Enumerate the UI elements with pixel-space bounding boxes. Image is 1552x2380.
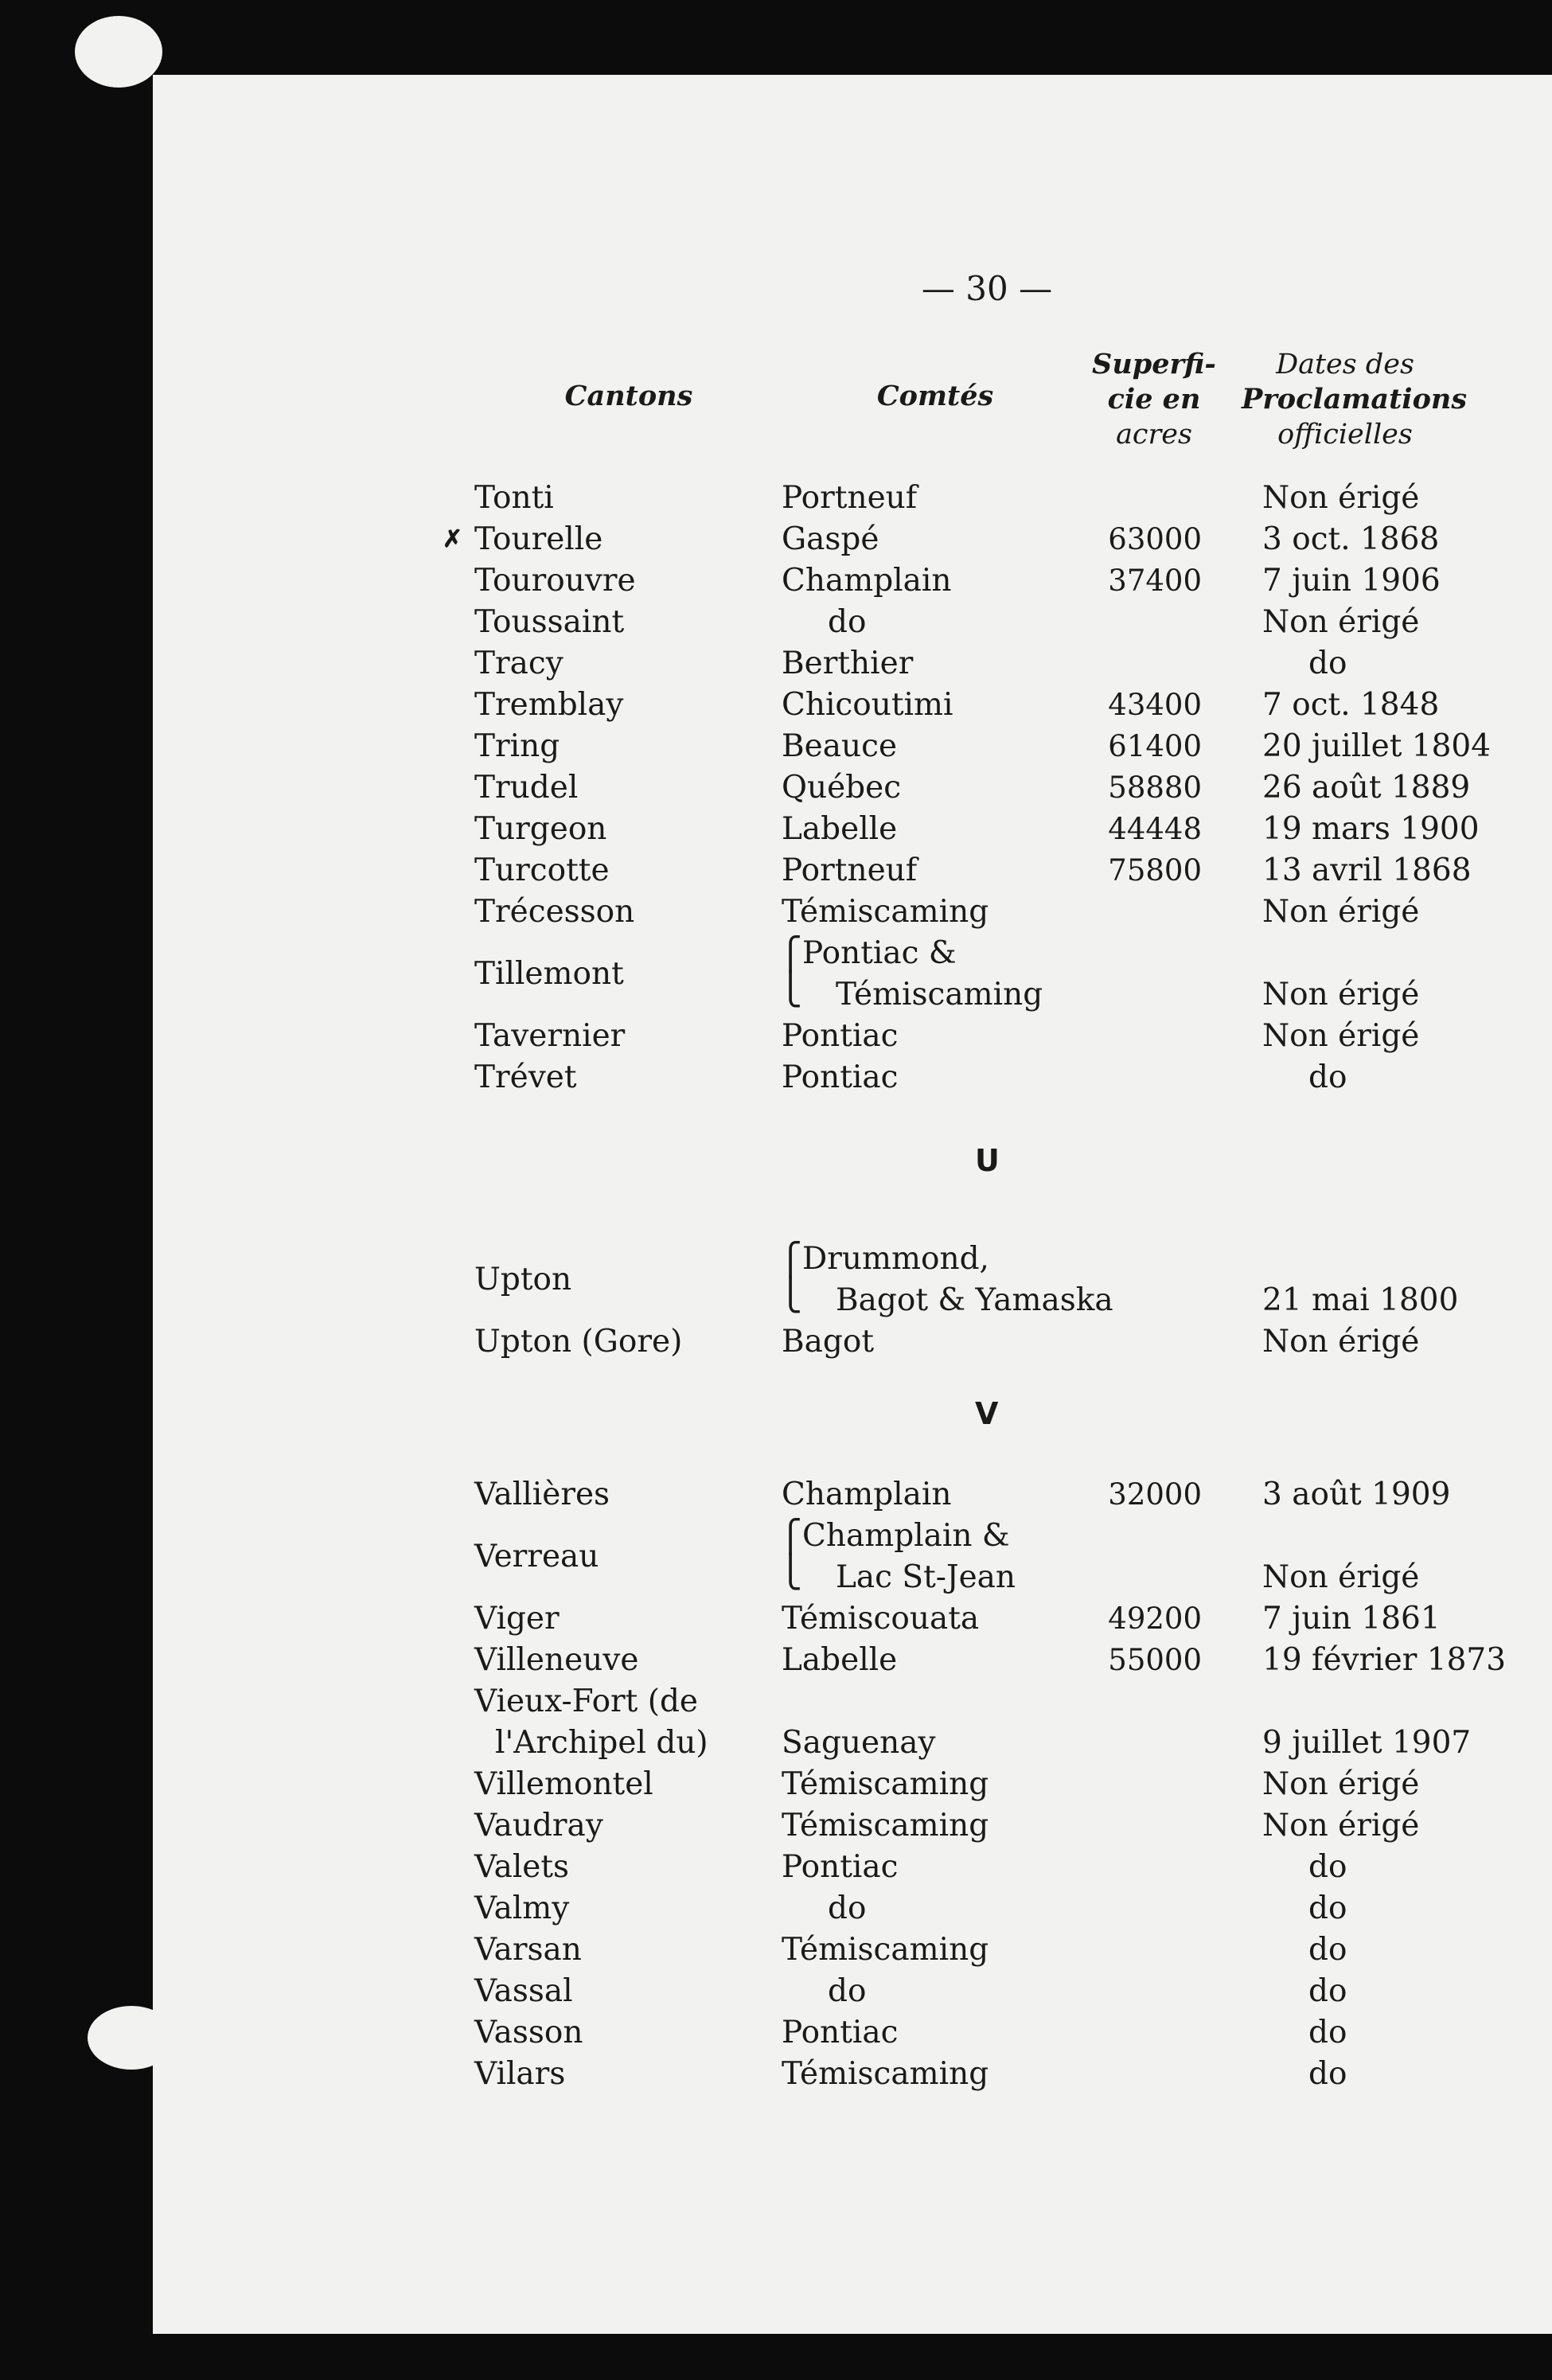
- canton-name: Upton (Gore): [474, 1324, 683, 1360]
- canton-name: Tring: [474, 728, 560, 764]
- proclamation-date: do: [1308, 2015, 1347, 2050]
- proclamation-date: do: [1308, 1059, 1347, 1095]
- comte-name: do: [828, 1890, 867, 1926]
- comte-name: Bagot & Yamaska: [836, 1282, 1113, 1318]
- comte-name: Chicoutimi: [782, 687, 953, 723]
- superficie-value: 32000: [1108, 1477, 1202, 1512]
- proclamation-date: Non érigé: [1262, 480, 1420, 516]
- canton-name: Tonti: [474, 480, 554, 516]
- comte-name: Champlain: [782, 1477, 952, 1512]
- comte-name: Saguenay: [782, 1725, 936, 1761]
- brace-icon: ⎩: [778, 1277, 802, 1313]
- comte-name: Bagot: [782, 1324, 875, 1360]
- canton-name: Trudel: [474, 770, 579, 806]
- comte-name: Gaspé: [782, 521, 879, 557]
- comte-name: Témiscaming: [836, 977, 1043, 1012]
- proclamation-date: Non érigé: [1262, 1766, 1420, 1802]
- canton-name: Villemontel: [474, 1766, 653, 1802]
- canton-name: Viger: [474, 1601, 560, 1637]
- superficie-value: 44448: [1108, 812, 1202, 846]
- comte-name: Berthier: [782, 646, 914, 681]
- canton-name: Valets: [474, 1849, 570, 1885]
- proclamation-date: 7 juin 1906: [1262, 563, 1441, 599]
- proclamation-date: do: [1308, 2056, 1347, 2092]
- proclamation-date: 9 juillet 1907: [1262, 1725, 1472, 1761]
- proclamation-date: 3 oct. 1868: [1262, 521, 1440, 557]
- comte-name: Pontiac: [782, 1059, 899, 1095]
- proclamation-date: do: [1308, 646, 1347, 681]
- proclamation-date: 19 février 1873: [1262, 1642, 1507, 1678]
- superficie-value: 37400: [1108, 564, 1202, 598]
- canton-name: Tavernier: [474, 1018, 626, 1054]
- brace-icon: ⎧: [778, 936, 802, 973]
- comte-name: Témiscaming: [782, 1766, 989, 1802]
- canton-name: Trévet: [474, 1059, 577, 1095]
- canton-name: Turgeon: [474, 811, 607, 847]
- canton-name: Vieux-Fort (de: [474, 1684, 699, 1719]
- comte-name: Québec: [782, 770, 902, 806]
- header-cantons: Cantons: [564, 380, 693, 412]
- proclamation-date: Non érigé: [1262, 604, 1420, 640]
- comte-name: Labelle: [782, 1642, 898, 1678]
- canton-name: Tourouvre: [474, 563, 636, 599]
- comte-name: Pontiac: [782, 1849, 899, 1885]
- comte-name: Pontiac: [782, 1018, 899, 1054]
- canton-name: Vaudray: [474, 1808, 603, 1844]
- canton-name: Trécesson: [474, 894, 635, 930]
- comte-name: do: [828, 604, 867, 640]
- superficie-value: 49200: [1108, 1602, 1202, 1636]
- proclamation-date: Non érigé: [1262, 1559, 1420, 1595]
- comte-name: Drummond,: [802, 1241, 989, 1277]
- canton-name: Tracy: [474, 646, 563, 681]
- proclamation-date: do: [1308, 1849, 1347, 1885]
- superficie-value: 61400: [1108, 729, 1202, 763]
- canton-name: Varsan: [474, 1932, 582, 1968]
- canton-name: Toussaint: [474, 604, 625, 640]
- canton-name: Verreau: [474, 1539, 599, 1574]
- comte-name: Champlain: [782, 563, 952, 599]
- proclamation-date: 19 mars 1900: [1262, 811, 1480, 847]
- brace-icon: ⎩: [778, 971, 802, 1008]
- proclamation-date: 13 avril 1868: [1262, 853, 1472, 888]
- brace-icon: ⎧: [778, 1519, 802, 1555]
- superficie-value: 75800: [1108, 853, 1202, 888]
- proclamation-date: 21 mai 1800: [1262, 1282, 1459, 1318]
- canton-name: Upton: [474, 1262, 572, 1297]
- canton-name: Turcotte: [474, 853, 610, 888]
- comte-name: Champlain &: [802, 1518, 1010, 1554]
- proclamation-date: 7 oct. 1848: [1262, 687, 1440, 723]
- comte-name: do: [828, 1973, 867, 2009]
- proclamation-date: do: [1308, 1890, 1347, 1926]
- canton-name: Villeneuve: [474, 1642, 639, 1678]
- comte-name: Labelle: [782, 811, 898, 847]
- proclamation-date: Non érigé: [1262, 1018, 1420, 1054]
- canton-name: l'Archipel du): [495, 1725, 708, 1761]
- comte-name: Beauce: [782, 728, 898, 764]
- superficie-value: 43400: [1108, 688, 1202, 722]
- proclamation-date: Non érigé: [1262, 1808, 1420, 1844]
- canton-name: Tillemont: [474, 956, 624, 992]
- paper-scrap: [88, 2006, 175, 2070]
- proclamation-date: do: [1308, 1932, 1347, 1968]
- canton-name: Vassal: [474, 1973, 573, 2009]
- section-letter-u: U: [975, 1143, 1000, 1178]
- proclamation-date: 7 juin 1861: [1262, 1601, 1441, 1637]
- comte-name: Portneuf: [782, 853, 918, 888]
- canton-name: Tremblay: [474, 687, 624, 723]
- superficie-value: 55000: [1108, 1643, 1202, 1677]
- annotation-mark: ✗: [443, 525, 463, 553]
- proclamation-date: Non érigé: [1262, 977, 1420, 1012]
- superficie-value: 58880: [1108, 771, 1202, 805]
- header-comtes: Comtés: [876, 380, 994, 412]
- comte-name: Portneuf: [782, 480, 918, 516]
- proclamation-date: Non érigé: [1262, 1324, 1420, 1360]
- superficie-value: 63000: [1108, 522, 1202, 556]
- canton-name: Vasson: [474, 2015, 583, 2050]
- comte-name: Témiscaming: [782, 894, 989, 930]
- header-superficie: Superfi- cie en acres: [1092, 348, 1216, 451]
- comte-name: Lac St-Jean: [836, 1559, 1016, 1595]
- canton-name: Tourelle: [474, 521, 603, 557]
- proclamation-date: Non érigé: [1262, 894, 1420, 930]
- comte-name: Témiscaming: [782, 1808, 989, 1844]
- brace-icon: ⎧: [778, 1242, 802, 1278]
- comte-name: Témiscaming: [782, 1932, 989, 1968]
- comte-name: Pontiac &: [802, 935, 957, 971]
- comte-name: Témiscaming: [782, 2056, 989, 2092]
- canton-name: Valmy: [474, 1890, 570, 1926]
- header-dates: Dates des Proclamations officielles: [1242, 349, 1468, 451]
- comte-name: Pontiac: [782, 2015, 899, 2050]
- brace-icon: ⎩: [778, 1554, 802, 1590]
- paper-scrap: [75, 16, 162, 88]
- proclamation-date: 26 août 1889: [1262, 770, 1471, 806]
- canton-name: Vallières: [474, 1477, 610, 1512]
- proclamation-date: 20 juillet 1804: [1262, 728, 1492, 764]
- proclamation-date: do: [1308, 1973, 1347, 2009]
- section-letter-v: V: [975, 1396, 999, 1431]
- comte-name: Témiscouata: [782, 1601, 980, 1637]
- canton-name: Vilars: [474, 2056, 566, 2092]
- proclamation-date: 3 août 1909: [1262, 1477, 1451, 1512]
